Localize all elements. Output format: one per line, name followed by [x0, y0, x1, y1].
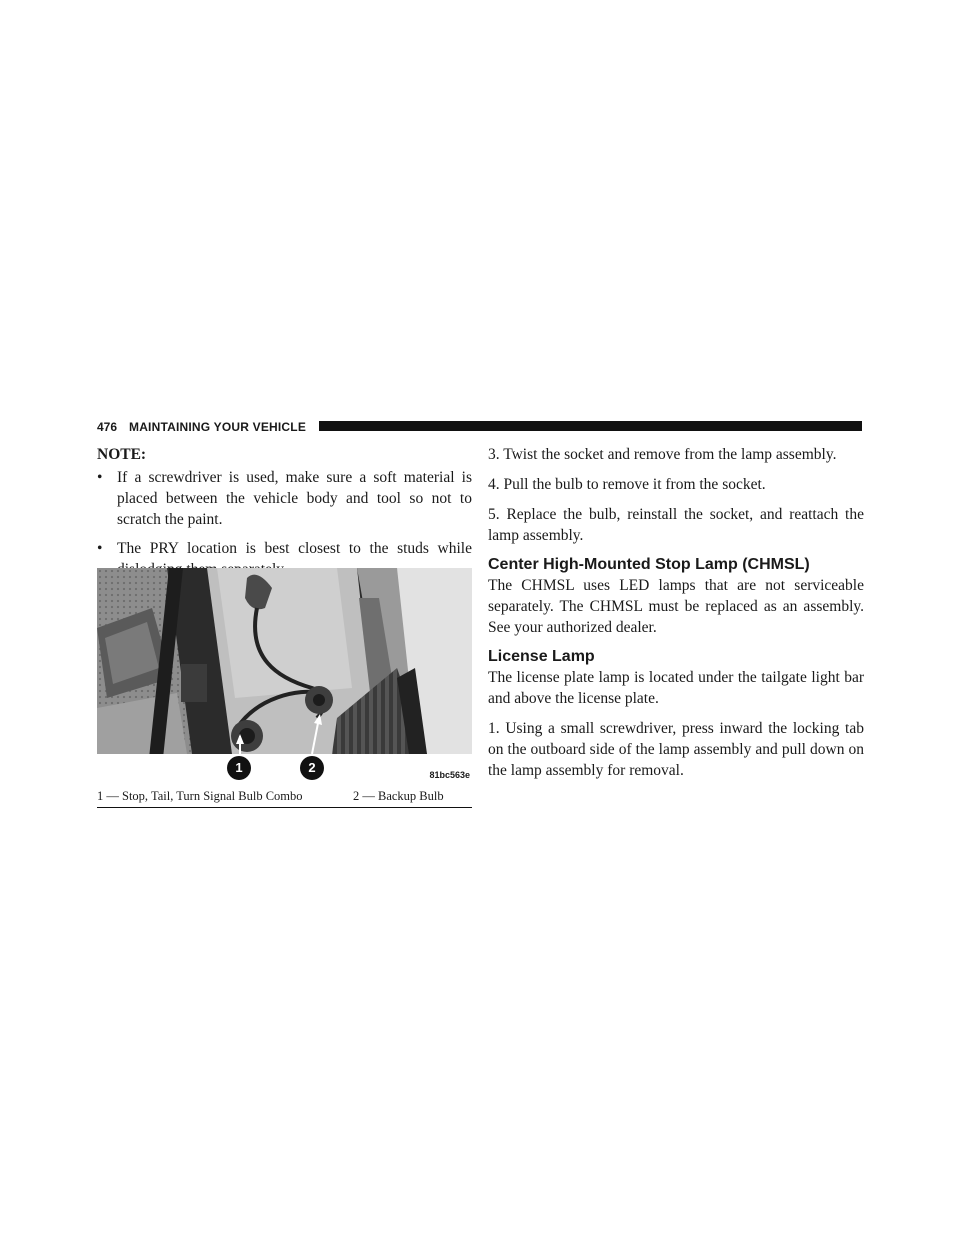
- figure-id: 81bc563e: [429, 770, 470, 780]
- figure-caption: [97, 788, 472, 808]
- right-column: [488, 444, 864, 790]
- caption-item-1: 1 — Stop, Tail, Turn Signal Bulb Combo: [97, 789, 303, 803]
- license-step-1: 1. Using a small screwdriver, press inward the locking tab on the outboard side of the lamp assembly and pull down on the lamp assembly for removal.: [488, 720, 864, 779]
- section-title: MAINTAINING YOUR VEHICLE: [129, 420, 307, 434]
- license-lamp-paragraph: The license plate lamp is located under the tailgate light bar and above the license plate.: [488, 669, 864, 707]
- chmsl-paragraph: The CHMSL uses LED lamps that are not serviceable separately. The CHMSL must be replaced as an assembly. See your authorized dealer.: [488, 577, 864, 636]
- lamp-socket-photo: [97, 568, 472, 754]
- bullet-item: [97, 467, 472, 530]
- callout-1: 1: [227, 756, 251, 780]
- figure-callouts: [97, 754, 472, 784]
- bullet-icon: •: [97, 469, 103, 486]
- bullet-text: If a screwdriver is used, make sure a soft material is placed between the vehicle body and tool so not to scratch the paint.: [117, 469, 472, 528]
- callout-2: 2: [300, 756, 324, 780]
- page-number: 476: [97, 420, 118, 434]
- bullet-text: The PRY location is best closest to the studs while: [117, 540, 472, 557]
- page-header: [97, 420, 862, 434]
- step-4: 4. Pull the bulb to remove it from the socket.: [488, 476, 766, 493]
- bullet-icon: •: [97, 540, 103, 557]
- license-lamp-heading: License Lamp: [488, 648, 595, 665]
- step-3: 3. Twist the socket and remove from the lamp assembly.: [488, 446, 837, 463]
- step-5: 5. Replace the bulb, reinstall the socket, and reattach the lamp assembly.: [488, 506, 864, 544]
- left-column: [97, 444, 472, 588]
- header-rule: [319, 421, 862, 431]
- caption-item-2: 2 — Backup Bulb: [353, 789, 444, 803]
- note-heading: NOTE:: [97, 446, 147, 463]
- chmsl-heading: Center High-Mounted Stop Lamp (CHMSL): [488, 556, 810, 573]
